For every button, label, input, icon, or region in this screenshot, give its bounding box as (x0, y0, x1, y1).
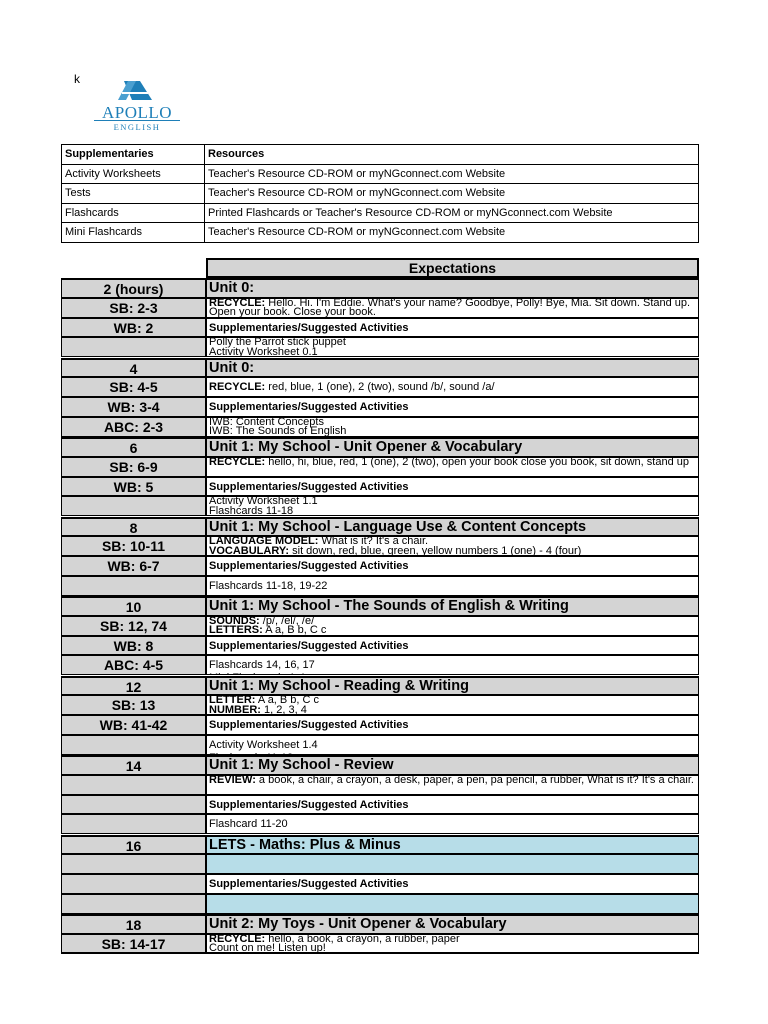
table-cell: Teacher's Resource CD-ROM or myNGconnect.com Website (205, 164, 699, 184)
logo-divider (94, 120, 180, 121)
lesson-number: 10 (61, 596, 206, 616)
unit-title: Unit 1: My School - Unit Opener & Vocabulary (206, 437, 699, 457)
table-header-row (62, 145, 699, 165)
recycle-text (206, 457, 699, 477)
lesson-block (61, 676, 699, 756)
lesson-sb-pages (61, 775, 206, 795)
recycle-content: red, blue, 1 (one), 2 (two), sound /b/, sound /a/ (265, 381, 495, 394)
keyword: RECYCLE: (209, 456, 266, 468)
header-supplementaries: Supplementaries (62, 145, 205, 165)
lesson-extra (61, 814, 206, 834)
logo-subtitle: ENGLISH (113, 122, 161, 132)
lesson-block (61, 914, 699, 954)
lesson-block-lets (61, 835, 699, 915)
expectations-header: Expectations (206, 258, 699, 278)
activity-line: Flashcard 11-20 (209, 818, 288, 831)
recycle-text (206, 934, 699, 954)
letter-text (206, 695, 699, 715)
empty-cell (206, 894, 699, 914)
activities-text (206, 655, 699, 675)
table-cell: Teacher's Resource CD-ROM or myNGconnect.com Website (205, 223, 699, 243)
vocabulary-content: sit down, red, blue, green, yellow numbers 1 (one) - 4 (four) (289, 544, 582, 557)
activity-line: IWB: The Sounds of English (209, 425, 347, 437)
lesson-number: 16 (61, 835, 206, 855)
lesson-extra: ABC: 4-5 (61, 655, 206, 675)
lesson-extra (61, 337, 206, 357)
lesson-sb-pages: SB: 4-5 (61, 377, 206, 397)
unit-title: Unit 0: (206, 278, 699, 298)
lesson-block (61, 358, 699, 438)
supplementaries-label: Supplementaries/Suggested Activities (206, 318, 699, 338)
lesson-wb-pages (61, 795, 206, 815)
activities-text (206, 576, 699, 596)
table-cell: Tests (62, 184, 205, 204)
table-cell: Teacher's Resource CD-ROM or myNGconnect.com Website (205, 184, 699, 204)
lesson-block (61, 278, 699, 358)
lesson-number: 14 (61, 755, 206, 775)
empty-cell (206, 854, 699, 874)
lesson-wb-pages (61, 874, 206, 894)
supplementaries-label: Supplementaries/Suggested Activities (206, 874, 699, 894)
language-content: What is it? It's a chair. (318, 536, 429, 548)
header-resources: Resources (205, 145, 699, 165)
table-cell: Printed Flashcards or Teacher's Resource CD-ROM or myNGconnect.com Website (205, 203, 699, 223)
table-cell: Mini Flashcards (62, 223, 205, 243)
partial-line: Count on me! Listen up! (209, 942, 326, 954)
table-row (62, 164, 699, 184)
lesson-wb-pages: WB: 41-42 (61, 715, 206, 735)
supplementaries-label: Supplementaries/Suggested Activities (206, 397, 699, 417)
lesson-wb-pages: WB: 2 (61, 318, 206, 338)
lesson-extra (61, 576, 206, 596)
lesson-number: 12 (61, 676, 206, 696)
lesson-wb-pages: WB: 3-4 (61, 397, 206, 417)
keyword: RECYCLE: (209, 933, 266, 945)
keyword: RECYCLE: (209, 381, 266, 394)
lesson-extra (61, 894, 206, 914)
unit-title: Unit 1: My School - Review (206, 755, 699, 775)
lesson-number: 6 (61, 437, 206, 457)
keyword: NUMBER: (209, 703, 261, 716)
activity-line: Polly the Parrot stick puppet (209, 337, 346, 349)
number-content: 1, 2, 3, 4 (260, 703, 307, 716)
unit-title: LETS - Maths: Plus & Minus (206, 835, 699, 855)
lesson-number: 18 (61, 914, 206, 934)
activity-line: Activity Worksheet 1.1 (209, 496, 318, 508)
review-content: a book, a chair, a crayon, a desk, paper, a pen, pa pencil, a rubber, What is it? It's a chair. (255, 774, 694, 786)
activities-text (206, 417, 699, 437)
unit-title: Unit 2: My Toys - Unit Opener & Vocabulary (206, 914, 699, 934)
supplementaries-label: Supplementaries/Suggested Activities (206, 715, 699, 735)
logo-name: APOLLO (101, 103, 173, 122)
keyword: VOCABULARY: (209, 544, 290, 557)
unit-title: Unit 1: My School - The Sounds of English & Writing (206, 596, 699, 616)
lesson-number: 2 (hours) (61, 278, 206, 298)
activity-line: Flashcards 11-18, 19-22 (209, 579, 328, 592)
lesson-wb-pages: WB: 8 (61, 636, 206, 656)
keyword: SOUNDS: (209, 615, 260, 627)
keyword: LANGUAGE MODEL: (209, 536, 319, 548)
apollo-logo (80, 78, 190, 136)
recycle-text (206, 298, 699, 318)
activity-line: IWB: Content Concepts (209, 416, 324, 428)
sounds-content: /p/, /el/, /e/ (259, 615, 315, 627)
lesson-sb-pages (61, 854, 206, 874)
activity-line: Flashcards 14, 16, 17 (209, 659, 315, 672)
recycle-content: hello, hi, blue, red, 1 (one), 2 (two), open your book close you book, sit down, stand up (265, 456, 689, 468)
lesson-block (61, 437, 699, 517)
letter-content: A a, B b, C c (255, 695, 320, 707)
unit-title: Unit 1: My School - Language Use & Content Concepts (206, 517, 699, 537)
keyword: RECYCLE: (209, 297, 266, 309)
keyword: LETTERS: (209, 624, 263, 636)
table-bottom-border (61, 952, 699, 954)
activities-text (206, 735, 699, 755)
letters-content: A a, B b, C c (262, 624, 327, 636)
unit-title: Unit 1: My School - Reading & Writing (206, 676, 699, 696)
lesson-block (61, 596, 699, 676)
supplementaries-label: Supplementaries/Suggested Activities (206, 477, 699, 497)
lesson-block (61, 755, 699, 835)
lesson-wb-pages: WB: 5 (61, 477, 206, 497)
supplementaries-label: Supplementaries/Suggested Activities (206, 556, 699, 576)
lesson-extra (61, 496, 206, 516)
recycle-text (206, 377, 699, 397)
recycle-content: Hello. Hi. I'm Eddie. What's your name? Goodbye, Polly! Bye, Mia. Sit down. Stand up. Open your book. Close your book. (209, 297, 691, 318)
supplementaries-label: Supplementaries/Suggested Activities (206, 636, 699, 656)
table-cell: Flashcards (62, 203, 205, 223)
lesson-sb-pages: SB: 2-3 (61, 298, 206, 318)
activities-text (206, 814, 699, 834)
supplementaries-label: Supplementaries/Suggested Activities (206, 795, 699, 815)
lesson-extra: ABC: 2-3 (61, 417, 206, 437)
lesson-sb-pages: SB: 13 (61, 695, 206, 715)
table-cell: Activity Worksheets (62, 164, 205, 184)
keyword: REVIEW: (209, 774, 256, 786)
lesson-block (61, 517, 699, 597)
stray-character: k (74, 72, 80, 86)
lesson-wb-pages: WB: 6-7 (61, 556, 206, 576)
unit-title: Unit 0: (206, 358, 699, 378)
lesson-sb-pages: SB: 14-17 (61, 934, 206, 954)
lesson-number: 4 (61, 358, 206, 378)
lesson-number: 8 (61, 517, 206, 537)
schedule-table (61, 258, 699, 954)
sounds-text (206, 616, 699, 636)
supplementaries-table (61, 144, 699, 243)
table-row (62, 184, 699, 204)
keyword: LETTER: (209, 695, 256, 707)
review-text (206, 775, 699, 795)
lesson-sb-pages: SB: 6-9 (61, 457, 206, 477)
table-row (62, 203, 699, 223)
recycle-content: hello, a book, a crayon, a rubber, paper (265, 933, 460, 945)
lesson-sb-pages: SB: 10-11 (61, 536, 206, 556)
language-text (206, 536, 699, 556)
table-row (62, 223, 699, 243)
activity-line: Flashcards 11-18 (209, 504, 294, 517)
activity-line: Activity Worksheet 1.4 (209, 738, 318, 751)
activity-line: Activity Worksheet 0.1 (209, 345, 318, 358)
lesson-sb-pages: SB: 12, 74 (61, 616, 206, 636)
activities-text (206, 496, 699, 516)
lesson-extra (61, 735, 206, 755)
activities-text (206, 337, 699, 357)
expectations-header-row (61, 258, 699, 278)
